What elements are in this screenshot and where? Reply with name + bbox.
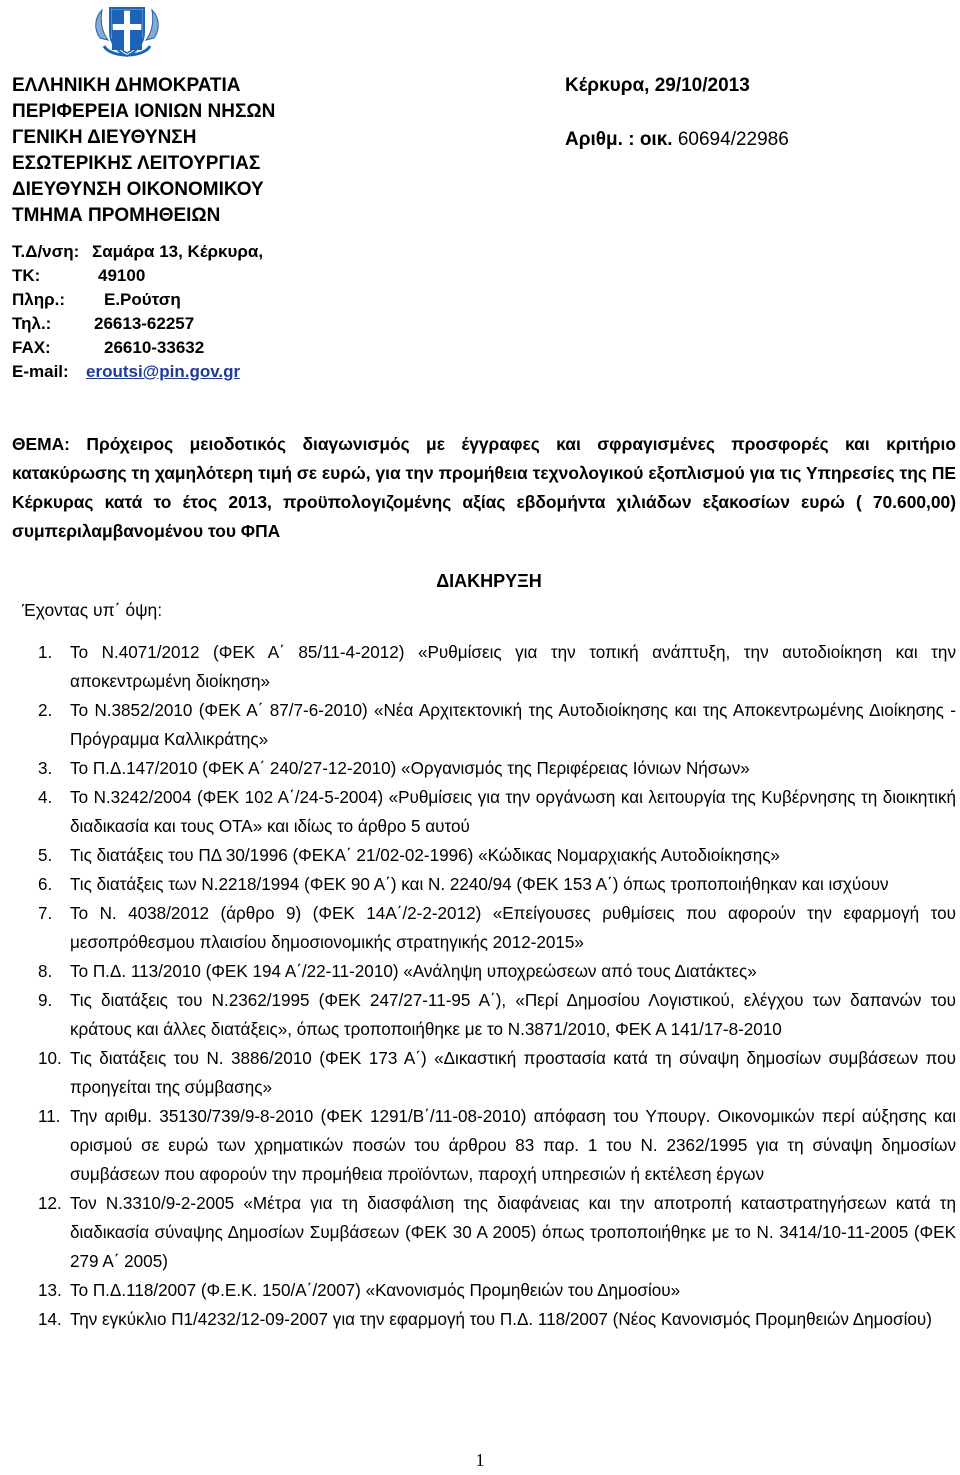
list-item-number: 2. [38,701,53,720]
list-item-text: Τις διατάξεις του Ν. 3886/2010 (ΦΕΚ 173 Α΄) «Δικαστική προστασία κατά τη σύναψη δημοσίων συμβάσεων που προηγείται της σύμβασης» [70,1049,956,1097]
list-item-number: 1. [38,643,53,662]
address-label: Τ.Δ/νση: [12,242,80,261]
reference-label: Αριθμ. : οικ. [565,129,673,150]
list-item-number: 13. [38,1281,62,1300]
issuer-line: ΕΣΩΤΕΡΙΚΗΣ ΛΕΙΤΟΥΡΓΙΑΣ [12,153,261,174]
intro-text: Έχοντας υπ΄ όψη: [22,600,163,620]
list-item-number: 3. [38,759,53,778]
date-reference-block [565,73,955,153]
email-row [12,360,572,384]
issuer-block [12,73,572,384]
list-item-number: 14. [38,1310,62,1329]
list-item [38,1305,956,1334]
list-item-text: Την εγκύκλιο Π1/4232/12-09-2007 για την εφαρμογή του Π.Δ. 118/2007 (Νέος Κανονισμός Προμηθειών Δημοσίου) [70,1310,932,1329]
list-item [38,1044,956,1102]
list-item [38,870,956,899]
email-link[interactable]: eroutsi@pin.gov.gr [86,362,241,381]
list-item-text: Τις διατάξεις του Ν.2362/1995 (ΦΕΚ 247/27-11-95 Α΄), «Περί Δημοσίου Λογιστικού, ελέγχου των δαπανών του κράτους και άλλες διατάξεις», όπως τροποποιήθηκε με το Ν.3871/2010, ΦΕΚ Α 141/17-8-2010 [70,991,956,1039]
fax-row [12,336,572,360]
page-number: 1 [475,1450,485,1470]
list-item-number: 10. [38,1049,62,1068]
list-item-text: Τις διατάξεις του ΠΔ 30/1996 (ΦΕΚΑ΄ 21/02-02-1996) «Κώδικας Νομαρχιακής Αυτοδιοίκησης» [70,846,780,865]
list-item [38,783,956,841]
list-item-number: 5. [38,846,53,865]
list-item [38,638,956,696]
list-item-text: Το Ν. 4038/2012 (άρθρο 9) (ΦΕΚ 14Α΄/2-2-2012) «Επείγουσες ρυθμίσεις που αφορούν την εφαρμογή του μεσοπρόθεσμου πλαισίου δημοσιονομικής στρατηγικής 2012-2015» [70,904,956,952]
list-item-text: Το Ν.3852/2010 (ΦΕΚ Α΄ 87/7-6-2010) «Νέα Αρχιτεκτονική της Αυτοδιοίκησης και της Αποκεντρωμένης Διοίκησης - Πρόγραμμα Καλλικράτης» [70,701,956,749]
list-item [38,841,956,870]
fax-label: FAX: [12,338,51,357]
list-item [38,957,956,986]
list-item-number: 7. [38,904,53,923]
issuer-line: ΓΕΝΙΚΗ ΔΙΕΥΘΥΝΣΗ [12,127,197,148]
list-item-text: Το Ν.3242/2004 (ΦΕΚ 102 Α΄/24-5-2004) «Ρυθμίσεις για την οργάνωση και λειτουργία της Κυβέρνησης τη διοικητική διαδικασία και τους ΟΤΑ» και ιδίως το άρθρο 5 αυτού [70,788,956,836]
document-title [0,568,960,594]
phone-value: 26613-62257 [94,314,195,333]
list-item [38,1189,956,1276]
issuer-line: ΔΙΕΥΘΥΝΣΗ ΟΙΚΟΝΟΜΙΚΟΥ [12,179,264,200]
list-item-number: 11. [38,1107,61,1126]
issuer-line: ΕΛΛΗΝΙΚΗ ΔΗΜΟΚΡΑΤΙΑ [12,75,241,96]
contact-person-label: Πληρ.: [12,290,66,309]
phone-row [12,312,572,336]
list-item-text: Τις διατάξεις των Ν.2218/1994 (ΦΕΚ 90 Α΄) και Ν. 2240/94 (ΦΕΚ 153 Α΄) όπως τροποποιήθηκαν και ισχύουν [70,875,889,894]
list-item-text: Το Ν.4071/2012 (ΦΕΚ Α΄ 85/11-4-2012) «Ρυθμίσεις για την τοπική ανάπτυξη, την αυτοδιοίκηση και την αποκεντρωμένη διοίκηση» [70,643,956,691]
issuer-line: ΠΕΡΙΦΕΡΕΙΑ ΙΟΝΙΩΝ ΝΗΣΩΝ [12,101,276,122]
greek-coat-of-arms-icon [92,2,162,66]
list-item-number: 12. [38,1194,62,1213]
postcode-row [12,264,572,288]
list-item [38,1276,956,1305]
fax-value: 26610-33632 [104,338,205,357]
legal-basis-list [38,638,956,1334]
subject-paragraph: ΘΕΜΑ: Πρόχειρος μειοδοτικός διαγωνισμός με έγγραφες και σφραγισμένες προσφορές και κριτήριο κατακύρωσης τη χαμηλότερη τιμή σε ευρώ, για την προμήθεια τεχνολογικού εξοπλισμού για τις Υπηρεσίες της ΠΕ Κέρκυρας κατά το έτος 2013, προϋπολογιζομένης αξίας εβδομήντα χιλιάδων εξακοσίων ευρώ ( 70.600,00) συμπεριλαμβανομένου του ΦΠΑ [12,434,956,541]
contact-person-row [12,288,572,312]
address-value: Σαμάρα 13, Κέρκυρα, [92,242,264,261]
place-date: Κέρκυρα, 29/10/2013 [565,75,750,96]
list-item-number: 8. [38,962,53,981]
email-label: E-mail: [12,362,69,381]
list-item-number: 4. [38,788,53,807]
document-title-text: ΔΙΑΚΗΡΥΞΗ [436,571,542,591]
phone-label: Τηλ.: [12,314,52,333]
list-item [38,696,956,754]
list-item-text: Τον Ν.3310/9-2-2005 «Μέτρα για τη διασφάλιση της διαφάνειας και την αποτροπή καταστρατηγήσεων κατά τη διαδικασία σύναψης Δημοσίων Συμβάσεων (ΦΕΚ 30 Α 2005) όπως τροποποιήθηκε με το Ν. 3414/10-11-2005 (ΦΕΚ 279 Α΄ 2005) [70,1194,956,1271]
list-item-text: Το Π.Δ. 113/2010 (ΦΕΚ 194 Α΄/22-11-2010) «Ανάληψη υποχρεώσεων από τους Διατάκτες» [70,962,757,981]
list-item [38,899,956,957]
address-row [12,240,572,264]
list-item-number: 6. [38,875,53,894]
list-item-text: Το Π.Δ.147/2010 (ΦΕΚ Α΄ 240/27-12-2010) «Οργανισμός της Περιφέρειας Ιόνιων Νήσων» [70,759,750,778]
list-item-number: 9. [38,991,53,1010]
reference-value: 60694/22986 [677,129,789,150]
list-item [38,1102,956,1189]
list-item-text: Την αριθμ. 35130/739/9-8-2010 (ΦΕΚ 1291/Β΄/11-08-2010) απόφαση του Υπουργ. Οικονομικών περί αύξησης και ορισμού σε ευρώ των χρηματικών ποσών του άρθρου 83 παρ. 1 του Ν. 2362/1995 για τη σύναψη δημοσίων συμβάσεων που αφορούν την προμήθεια προϊόντων, παροχή υπηρεσιών ή εκτέλεση έργων [70,1107,956,1184]
postcode-label: ΤΚ: [12,266,41,285]
list-item [38,986,956,1044]
contact-details [12,240,572,384]
postcode-value: 49100 [98,266,146,285]
reference-number [565,127,955,153]
list-item [38,754,956,783]
contact-person-value: Ε.Ρούτση [104,290,181,309]
issuer-line: ΤΜΗΜΑ ΠΡΟΜΗΘΕΙΩΝ [12,205,221,226]
list-item-text: Το Π.Δ.118/2007 (Φ.Ε.Κ. 150/Α΄/2007) «Κανονισμός Προμηθειών του Δημοσίου» [70,1281,681,1300]
